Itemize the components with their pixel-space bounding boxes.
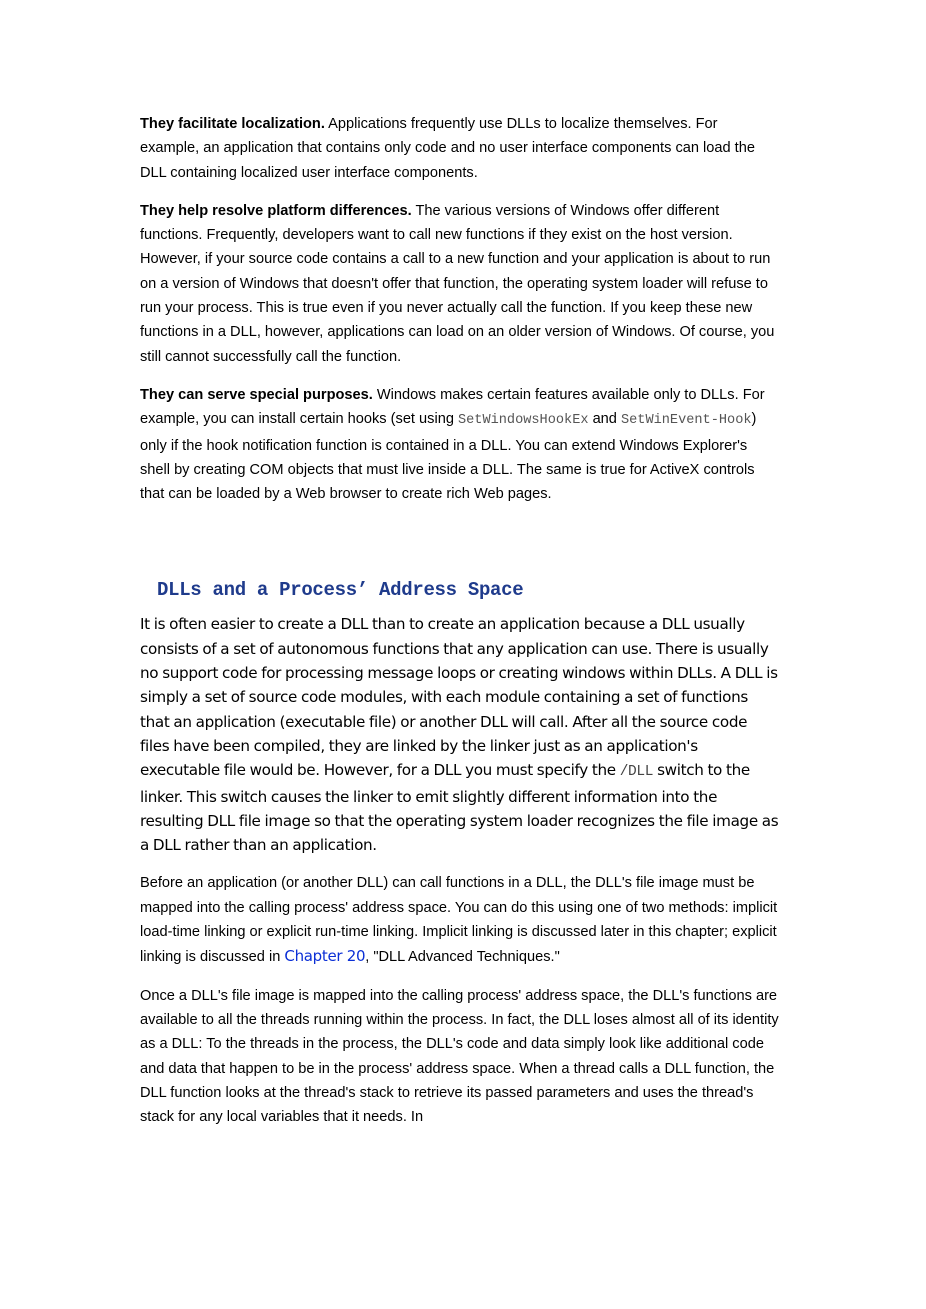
paragraph-mapping	[140, 871, 780, 969]
chapter-20-link[interactable]: Chapter 20	[284, 947, 366, 966]
paragraph-lead: They help resolve platform differences.	[140, 202, 412, 219]
paragraph-text: ) only if the hook notification function is contained in a DLL. You can extend Windows Explorer's shell by creating COM objects that must live inside a DLL. The same is true for ActiveX controls that can be loaded by a Web browser to create rich Web pages.	[140, 411, 757, 503]
paragraph-text: Once a DLL's file image is mapped into the calling process' address space, the DLL's functions are available to all the threads running within the process. In fact, the DLL loses almost all of its identity as a DLL: To the threads in the process, the DLL's code and data simply look like additional code and data that happen to be in the process' address space. When a thread calls a DLL function, the DLL function looks at the thread's stack to retrieve its passed parameters and uses the thread's stack for any local variables that it needs. In	[140, 987, 779, 1126]
paragraph-threads	[140, 984, 780, 1130]
paragraph-text: It is often easier to create a DLL than to create an application because a DLL usually consists of a set of autonomous functions that any application can use. There is usually no support code for processing message loops or creating windows within DLLs. A DLL is simply a set of source code modules, with each module containing a set of functions that an application (executable file) or another DLL will call. After all the source code files have been compiled, they are linked by the linker just as an application's executable file would be. However, for a DLL you must specify the	[140, 615, 778, 780]
paragraph-text: , "DLL Advanced Techniques."	[365, 949, 560, 966]
code-setwindowshookex: SetWindowsHookEx	[457, 413, 589, 429]
paragraph-localization	[140, 112, 780, 185]
document-page	[140, 112, 780, 1143]
paragraph-text: and	[588, 411, 621, 428]
code-setwinevent-hook: SetWinEvent-Hook	[620, 413, 752, 429]
section-heading: DLLs and a Process’ Address Space	[157, 579, 524, 602]
paragraph-text: The various versions of Windows offer different functions. Frequently, developers want to call new functions if they exist on the host version. However, if your source code contains a call to a new function and your application is about to run on a version of Windows that doesn't offer that function, the operating system loader will refuse to run your process. This is true even if you never actually call the function. If you keep these new functions in a DLL, however, applications can load on an older version of Windows. Of course, you still cannot successfully call the function.	[140, 202, 775, 365]
code-dll-switch: /DLL	[619, 764, 654, 781]
paragraph-lead: They can serve special purposes.	[140, 386, 373, 403]
paragraph-lead: They facilitate localization.	[140, 116, 325, 132]
paragraph-text: Before an application (or another DLL) can call functions in a DLL, the DLL's file image must be mapped into the calling process' address space. You can do this using one of two methods: implicit load-time linking or explicit run-time linking. Implicit linking is discussed later in this chapter; explicit linking is discussed in	[140, 875, 778, 966]
paragraph-dll-creation	[140, 612, 780, 857]
paragraph-text: Applications frequently use DLLs to localize themselves. For example, an application that contains only code and no user interface components can load the DLL containing localized user interface components.	[140, 116, 755, 181]
paragraph-text: Windows makes certain features available only to DLLs. For example, you can install certain hooks (set using	[140, 386, 765, 428]
paragraph-special-purposes	[140, 383, 780, 506]
paragraph-platform-differences	[140, 199, 780, 369]
paragraph-text: switch to the linker. This switch causes the linker to emit slightly different information into the resulting DLL file image so that the operating system loader recognizes the file image as a DLL rather than an application.	[140, 761, 779, 855]
